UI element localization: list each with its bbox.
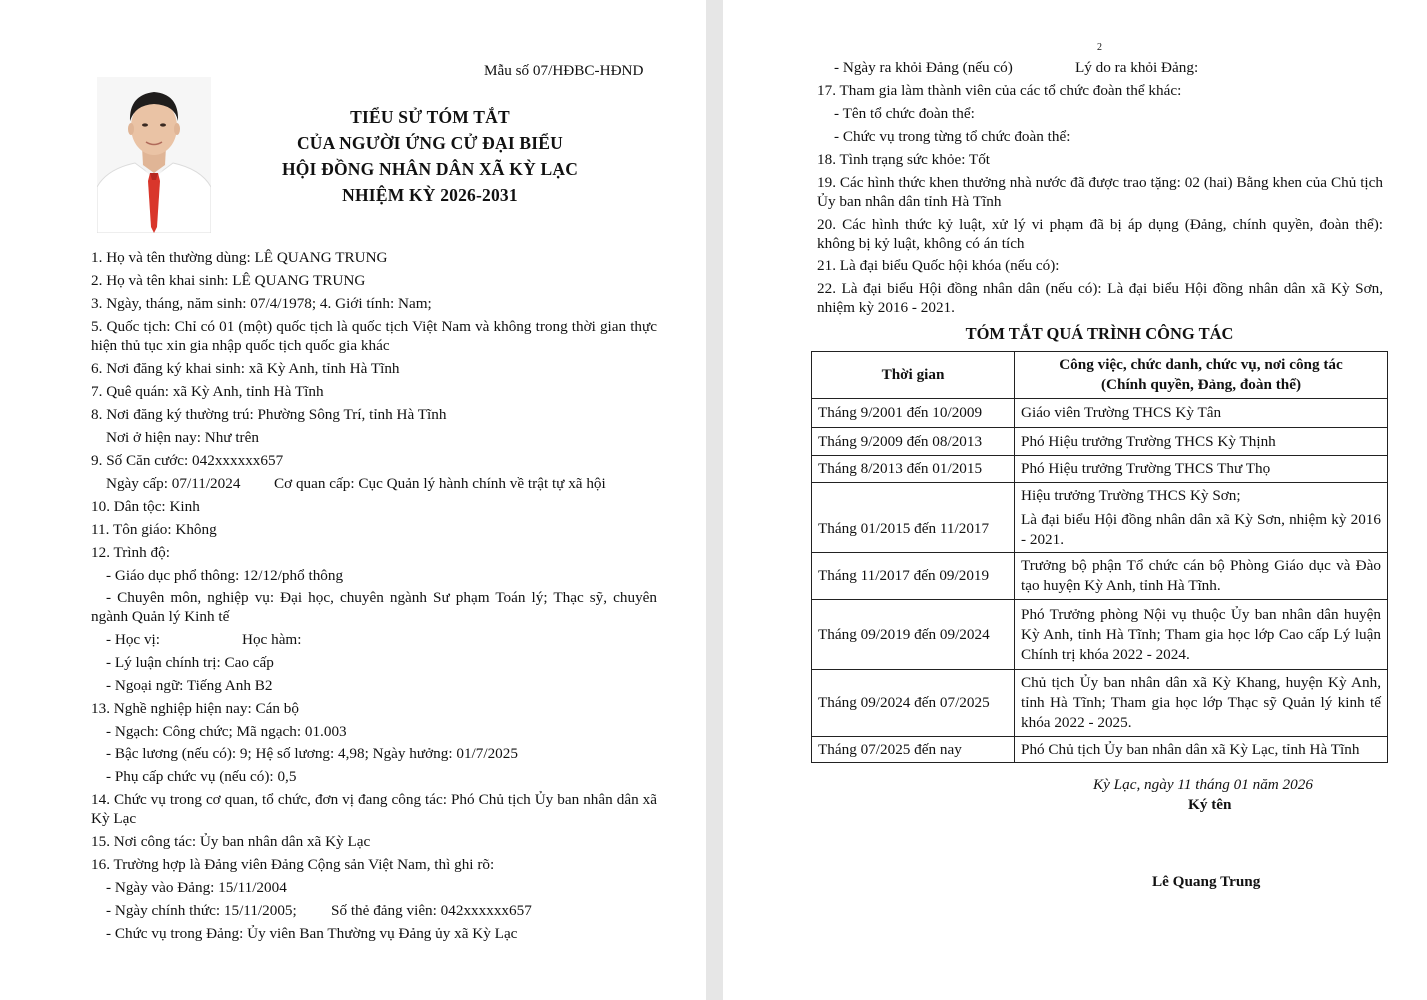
- field-party-heading: 16. Trường hợp là Đảng viên Đảng Cộng sản Việt Nam, thì ghi rõ:: [91, 856, 495, 873]
- table-row: [812, 553, 1388, 600]
- field-common-name: 1. Họ và tên thường dùng: LÊ QUANG TRUNG: [91, 249, 388, 266]
- field-academic-degree: - Học vị:: [106, 631, 160, 648]
- field-id-issue-date: Ngày cấp: 07/11/2024: [106, 475, 241, 492]
- field-party-exit-date: - Ngày ra khỏi Đảng (nếu có): [834, 59, 1013, 76]
- cell-time: Tháng 07/2025 đến nay: [812, 737, 1015, 763]
- table-row: [812, 483, 1388, 553]
- title-line-1: TIỂU SỬ TÓM TẮT: [350, 107, 510, 127]
- candidate-photo: [97, 77, 211, 233]
- header-job: [1015, 352, 1388, 399]
- field-party-official-date: - Ngày chính thức: 15/11/2005;: [106, 902, 297, 919]
- form-code: Mẫu số 07/HĐBC-HĐND: [484, 62, 644, 79]
- field-position-allowance: - Phụ cấp chức vụ (nếu có): 0,5: [106, 768, 297, 785]
- cell-time: Tháng 8/2013 đến 01/2015: [812, 456, 1015, 483]
- field-birth-registration: 6. Nơi đăng ký khai sinh: xã Kỳ Anh, tỉnh Hà Tĩnh: [91, 360, 400, 377]
- header-job-line-2: (Chính quyền, Đảng, đoàn thể): [1100, 376, 1302, 393]
- cell-job: [1015, 483, 1388, 553]
- field-organizations-heading: 17. Tham gia làm thành viên của các tổ chức đoàn thể khác:: [817, 82, 1182, 99]
- signature-label: Ký tên: [1188, 796, 1232, 813]
- cell-time: Tháng 9/2001 đến 10/2009: [812, 399, 1015, 428]
- field-discipline: 20. Các hình thức kỷ luật, xử lý vi phạm đã bị áp dụng (Đảng, chính quyền, đoàn thể): không bị kỷ luật, không có án tích: [817, 216, 1383, 252]
- table-row: [812, 456, 1388, 483]
- field-party-card-number: Số thẻ đảng viên: 042xxxxxx657: [331, 902, 532, 919]
- field-workplace: 15. Nơi công tác: Ủy ban nhân dân xã Kỳ Lạc: [91, 833, 371, 850]
- table-header-row: [812, 352, 1388, 399]
- cell-job-line-1: Hiệu trưởng Trường THCS Kỳ Sơn;: [1021, 486, 1241, 504]
- field-religion: 11. Tôn giáo: Không: [91, 521, 217, 538]
- document-page-1: [0, 0, 706, 1000]
- cell-time: Tháng 9/2009 đến 08/2013: [812, 428, 1015, 456]
- field-nationality: 5. Quốc tịch: Chỉ có 01 (một) quốc tịch là quốc tịch Việt Nam và không trong thời gian thực hiện thủ tục xin gia nhập quốc tịch quốc gia khác: [91, 318, 657, 354]
- field-council-delegate: 22. Là đại biểu Hội đồng nhân dân (nếu có): Là đại biểu Hội đồng nhân dân xã Kỳ Sơn, nhiệm kỳ 2016 - 2021.: [817, 280, 1383, 316]
- field-political-theory: - Lý luận chính trị: Cao cấp: [106, 654, 274, 671]
- field-education-heading: 12. Trình độ:: [91, 544, 170, 561]
- work-history-title: TÓM TẮT QUÁ TRÌNH CÔNG TÁC: [965, 324, 1234, 343]
- field-birth-name: 2. Họ và tên khai sinh: LÊ QUANG TRUNG: [91, 272, 366, 289]
- field-health: 18. Tình trạng sức khỏe: Tốt: [817, 151, 991, 168]
- table-row: [812, 399, 1388, 428]
- field-id-issuer: Cơ quan cấp: Cục Quản lý hành chính về trật tự xã hội: [274, 475, 606, 492]
- cell-job: Phó Hiệu trưởng Trường THCS Kỳ Thịnh: [1015, 428, 1388, 456]
- header-job-line-1: Công việc, chức danh, chức vụ, nơi công tác: [1059, 356, 1343, 373]
- title-line-4: NHIỆM KỲ 2026-2031: [342, 185, 518, 205]
- field-occupation: 13. Nghề nghiệp hiện nay: Cán bộ: [91, 700, 299, 717]
- cell-job: Phó Hiệu trưởng Trường THCS Thư Thọ: [1015, 456, 1388, 483]
- field-awards: 19. Các hình thức khen thưởng nhà nước đã được trao tặng: 02 (hai) Bằng khen của Chủ tịch Ủy ban nhân dân tỉnh Hà Tĩnh: [817, 174, 1383, 210]
- field-foreign-language: - Ngoại ngữ: Tiếng Anh B2: [106, 677, 273, 694]
- field-id-number: 9. Số Căn cước: 042xxxxxx657: [91, 452, 284, 469]
- work-history-table: [811, 351, 1388, 763]
- cell-job: Trưởng bộ phận Tổ chức cán bộ Phòng Giáo dục và Đào tạo huyện Kỳ Anh, tỉnh Hà Tĩnh.: [1015, 553, 1388, 600]
- title-line-3: HỘI ĐỒNG NHÂN DÂN XÃ KỲ LẠC: [281, 159, 579, 179]
- field-organization-name: - Tên tổ chức đoàn thể:: [834, 105, 975, 122]
- field-ethnicity: 10. Dân tộc: Kinh: [91, 498, 200, 515]
- cell-time: Tháng 01/2015 đến 11/2017: [812, 483, 1015, 553]
- cell-job-line-2: Là đại biểu Hội đồng nhân dân xã Kỳ Sơn, nhiệm kỳ 2016 - 2021.: [1021, 510, 1381, 548]
- field-party-join-date: - Ngày vào Đảng: 15/11/2004: [106, 879, 287, 896]
- document-page-2: [723, 0, 1427, 1000]
- field-current-residence: Nơi ở hiện nay: Như trên: [106, 429, 259, 446]
- table-row: [812, 670, 1388, 737]
- signing-date-place: Kỳ Lạc, ngày 11 tháng 01 năm 2026: [1093, 776, 1313, 793]
- title-line-2: CỦA NGƯỜI ỨNG CỬ ĐẠI BIỂU: [296, 133, 564, 153]
- field-current-position: 14. Chức vụ trong cơ quan, tổ chức, đơn vị đang công tác: Phó Chủ tịch Ủy ban nhân dân xã Kỳ Lạc: [91, 791, 657, 827]
- header-time: Thời gian: [812, 352, 1015, 399]
- cell-job: Chủ tịch Ủy ban nhân dân xã Kỳ Khang, huyện Kỳ Anh, tỉnh Hà Tĩnh; Tham gia học lớp Thạc sỹ Quản lý kinh tế khóa 2022 - 2025.: [1015, 670, 1388, 737]
- page-number: 2: [1097, 42, 1102, 53]
- cell-time: Tháng 09/2019 đến 09/2024: [812, 600, 1015, 670]
- table-row: [812, 600, 1388, 670]
- cell-time: Tháng 09/2024 đến 07/2025: [812, 670, 1015, 737]
- field-party-exit-reason: Lý do ra khỏi Đảng:: [1075, 59, 1199, 76]
- cell-job: Phó Chủ tịch Ủy ban nhân dân xã Kỳ Lạc, tỉnh Hà Tĩnh: [1015, 737, 1388, 763]
- field-organization-position: - Chức vụ trong từng tổ chức đoàn thể:: [834, 128, 1071, 145]
- cell-job: Phó Trưởng phòng Nội vụ thuộc Ủy ban nhân dân huyện Kỳ Anh, tỉnh Hà Tĩnh; Tham gia học lớp Cao cấp Lý luận Chính trị khóa 2022 - 2024.: [1015, 600, 1388, 670]
- field-hometown: 7. Quê quán: xã Kỳ Anh, tỉnh Hà Tĩnh: [91, 383, 324, 400]
- cell-time: Tháng 11/2017 đến 09/2019: [812, 553, 1015, 600]
- signer-name: Lê Quang Trung: [1152, 873, 1261, 890]
- field-party-position: - Chức vụ trong Đảng: Ủy viên Ban Thường vụ Đảng ủy xã Kỳ Lạc: [106, 925, 518, 942]
- cell-job: Giáo viên Trường THCS Kỳ Tân: [1015, 399, 1388, 428]
- field-general-education: - Giáo dục phổ thông: 12/12/phổ thông: [106, 567, 344, 584]
- field-dob-gender: 3. Ngày, tháng, năm sinh: 07/4/1978; 4. Giới tính: Nam;: [91, 295, 432, 312]
- field-national-assembly: 21. Là đại biểu Quốc hội khóa (nếu có):: [817, 257, 1060, 274]
- field-salary: - Bậc lương (nếu có): 9; Hệ số lương: 4,98; Ngày hưởng: 01/7/2025: [106, 745, 518, 762]
- table-row: [812, 428, 1388, 456]
- field-specialization: - Chuyên môn, nghiệp vụ: Đại học, chuyên ngành Sư phạm Toán lý; Thạc sỹ, chuyên ngành Quản lý Kinh tế: [91, 589, 657, 625]
- field-academic-title: Học hàm:: [242, 631, 302, 648]
- table-row: [812, 737, 1388, 763]
- field-civil-grade: - Ngạch: Công chức; Mã ngạch: 01.003: [106, 723, 347, 740]
- field-permanent-residence: 8. Nơi đăng ký thường trú: Phường Sông Trí, tỉnh Hà Tĩnh: [91, 406, 447, 423]
